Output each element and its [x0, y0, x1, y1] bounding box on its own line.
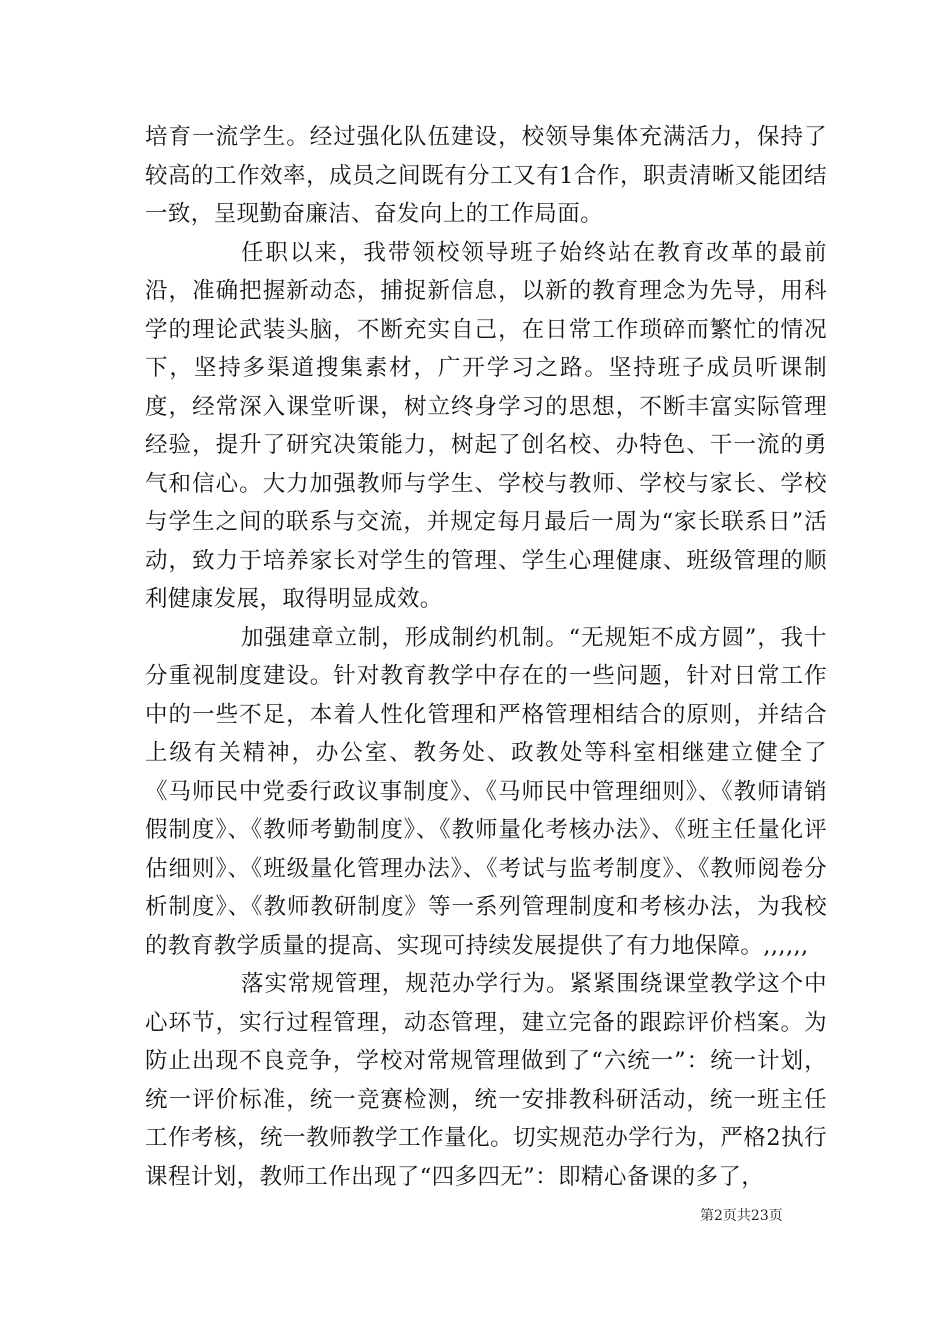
page-number-footer: 第2页共23页: [700, 1208, 783, 1224]
paragraph-1: 培育一流学生。经过强化队伍建设，校领导集体充满活力，保持了较高的工作效率，成员之间既有分工又有1合作，职责清晰又能团结一致，呈现勤奋廉洁、奋发向上的工作局面。: [145, 124, 827, 227]
paragraph-2: 任职以来，我带领校领导班子始终站在教育改革的最前沿，准确把握新动态，捕捉新信息，以新的教育理念为先导，用科学的理论武装头脑，不断充实自己，在日常工作琐碎而繁忙的情况下，坚持多渠道搜集素材，广开学习之路。坚持班子成员听课制度，经常深入课堂听课，树立终身学习的思想，不断丰富实际管理经验，提升了研究决策能力，树起了创名校、办特色、干一流的勇气和信心。大力加强教师与学生、学校与教师、学校与家长、学校与学生之间的联系与交流，并规定每月最后一周为“家长联系日”活动，致力于培养家长对学生的管理、学生心理健康、班级管理的顺利健康发展，取得明显成效。: [145, 239, 827, 612]
paragraph-4: 落实常规管理，规范办学行为。紧紧围绕课堂教学这个中心环节，实行过程管理，动态管理，建立完备的跟踪评价档案。为防止出现不良竞争，学校对常规管理做到了“六统一”：统一计划，统一评价标准，统一竞赛检测，统一安排教科研活动，统一班主任工作考核，统一教师教学工作量化。切实规范办学行为，严格2执行课程计划，教师工作出现了“四多四无”：即精心备课的多了，: [145, 971, 827, 1190]
paragraph-3: 加强建章立制，形成制约机制。“无规矩不成方圆”，我十分重视制度建设。针对教育教学中存在的一些问题，针对日常工作中的一些不足，本着人性化管理和严格管理相结合的原则，并结合上级有关精神，办公室、教务处、政教处等科室相继建立健全了《马师民中党委行政议事制度》、《马师民中管理细则》、《教师请销假制度》、《教师考勤制度》、《教师量化考核办法》、《班主任量化评估细则》、《班级量化管理办法》、《考试与监考制度》、《教师阅卷分析制度》、《教师教研制度》等一系列管理制度和考核办法，为我校的教育教学质量的提高、实现可持续发展提供了有力地保障。,,,,,,: [145, 624, 827, 959]
document-body: [145, 118, 827, 1196]
